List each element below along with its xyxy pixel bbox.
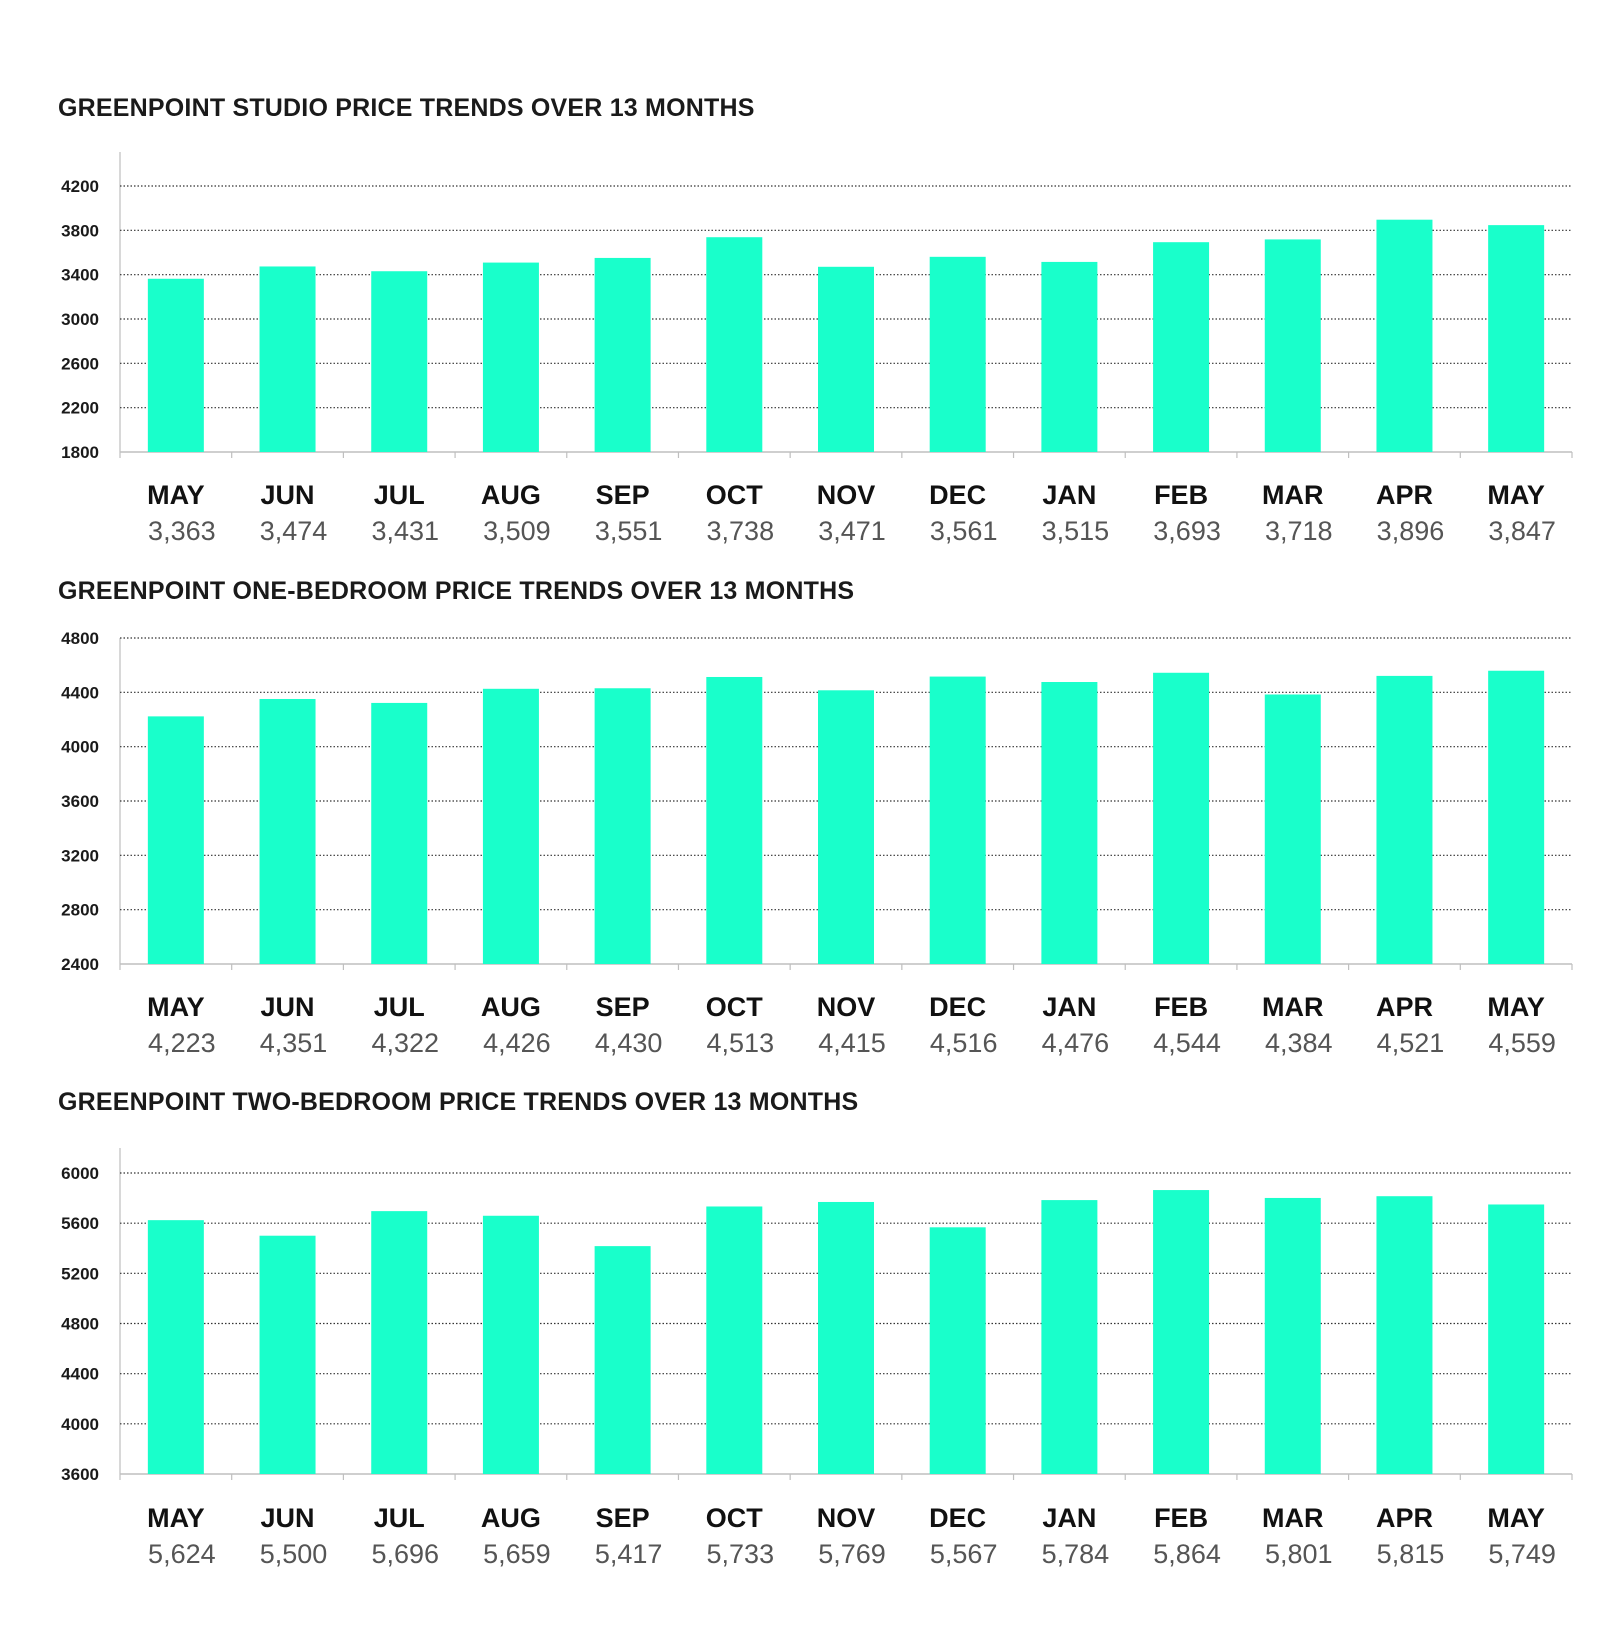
studio-value-label: 3,551 (594, 516, 663, 546)
studio-category-label: APR (1375, 480, 1433, 510)
one-bedroom-y-tick-label: 4400 (61, 683, 99, 703)
studio-value-label: 3,431 (371, 516, 440, 546)
two-bedroom-value-label: 5,659 (483, 1539, 551, 1569)
one-bedroom-category-label: JUL (373, 992, 425, 1022)
studio-value-label: 3,515 (1041, 516, 1110, 546)
two-bedroom-value-label: 5,624 (148, 1539, 216, 1569)
studio-y-tick-label: 3000 (61, 310, 99, 329)
two-bedroom-category-label: SEP (595, 1503, 650, 1533)
studio-category-label: JUL (373, 480, 425, 510)
studio-value-label: 3,363 (148, 516, 216, 546)
one-bedroom-category-label: JAN (1042, 992, 1097, 1022)
one-bedroom-y-tick-label: 3600 (61, 792, 99, 811)
studio-value-label: 3,738 (706, 516, 775, 546)
two-bedroom-category-label: JUN (260, 1503, 315, 1533)
two-bedroom-bar (483, 1216, 539, 1474)
two-bedroom-category-label: JAN (1042, 1503, 1097, 1533)
one-bedroom-category-label: FEB (1154, 992, 1209, 1022)
two-bedroom-bar (371, 1211, 427, 1474)
one-bedroom-value-label: 4,559 (1488, 1028, 1556, 1058)
two-bedroom-bar (1488, 1204, 1544, 1474)
two-bedroom-bar (818, 1202, 874, 1474)
two-bedroom-value-label: 5,733 (706, 1539, 775, 1569)
studio-value-label: 3,718 (1264, 516, 1333, 546)
studio-y-tick-label: 2600 (61, 354, 99, 374)
studio-value-label: 3,693 (1153, 516, 1221, 546)
studio-value-label: 3,509 (483, 516, 551, 546)
one-bedroom-category-label: JUN (260, 992, 315, 1022)
two-bedroom-bar (260, 1236, 316, 1474)
studio-category-label: MAY (147, 480, 205, 510)
two-bedroom-bar (1041, 1200, 1097, 1474)
one-bedroom-value-label: 4,521 (1376, 1028, 1445, 1058)
one-bedroom-category-label: MAY (147, 992, 205, 1022)
one-bedroom-value-label: 4,415 (818, 1028, 886, 1058)
studio-y-tick-label: 2200 (61, 398, 99, 418)
one-bedroom-chart-title: GREENPOINT ONE-BEDROOM PRICE TRENDS OVER 13 MONTHS (58, 577, 855, 605)
studio-value-label: 3,896 (1376, 516, 1445, 546)
studio-category-label: SEP (595, 480, 650, 510)
studio-value-label: 3,561 (929, 516, 998, 546)
studio-category-label: OCT (705, 480, 763, 510)
two-bedroom-value-label: 5,801 (1264, 1539, 1333, 1569)
studio-value-label: 3,474 (259, 516, 328, 546)
two-bedroom-category-label: OCT (705, 1503, 763, 1533)
one-bedroom-category-label: AUG (480, 992, 541, 1022)
two-bedroom-y-tick-label: 4000 (61, 1414, 99, 1434)
studio-value-label: 3,847 (1488, 516, 1556, 546)
two-bedroom-category-label: APR (1375, 1503, 1433, 1533)
two-bedroom-y-tick-label: 3600 (61, 1465, 99, 1484)
two-bedroom-y-tick-label: 4400 (61, 1364, 99, 1384)
two-bedroom-bar (930, 1227, 986, 1474)
studio-category-label: JAN (1042, 480, 1097, 510)
two-bedroom-bar (1153, 1190, 1209, 1474)
one-bedroom-value-label: 4,426 (483, 1028, 551, 1058)
one-bedroom-y-tick-label: 2400 (61, 955, 99, 974)
one-bedroom-value-label: 4,430 (594, 1028, 663, 1058)
two-bedroom-bar (706, 1206, 762, 1474)
two-bedroom-y-tick-label: 5600 (61, 1214, 99, 1234)
studio-category-label: DEC (929, 480, 987, 510)
two-bedroom-y-tick-label: 6000 (61, 1164, 99, 1183)
two-bedroom-category-label: AUG (480, 1503, 541, 1533)
two-bedroom-category-label: DEC (929, 1503, 987, 1533)
two-bedroom-category-label: NOV (816, 1503, 876, 1533)
two-bedroom-bar (1376, 1196, 1432, 1474)
two-bedroom-value-label: 5,417 (594, 1539, 663, 1569)
two-bedroom-value-label: 5,769 (818, 1539, 886, 1569)
two-bedroom-value-label: 5,696 (371, 1539, 440, 1569)
studio-category-label: FEB (1154, 480, 1209, 510)
one-bedroom-value-label: 4,513 (706, 1028, 775, 1058)
studio-category-label: AUG (480, 480, 541, 510)
studio-y-tick-label: 3800 (61, 221, 99, 241)
studio-category-label: MAY (1487, 480, 1545, 510)
two-bedroom-value-label: 5,864 (1153, 1539, 1221, 1569)
two-bedroom-category-label: MAY (1487, 1503, 1545, 1533)
one-bedroom-value-label: 4,322 (371, 1028, 440, 1058)
one-bedroom-category-label: SEP (595, 992, 650, 1022)
studio-category-label: JUN (260, 480, 315, 510)
two-bedroom-chart-title: GREENPOINT TWO-BEDROOM PRICE TRENDS OVER 13 MONTHS (58, 1088, 859, 1116)
two-bedroom-y-tick-label: 5200 (61, 1264, 99, 1284)
studio-category-label: NOV (816, 480, 876, 510)
two-bedroom-y-tick-label: 4800 (61, 1314, 99, 1334)
one-bedroom-category-label: APR (1375, 992, 1433, 1022)
one-bedroom-category-label: OCT (705, 992, 763, 1022)
two-bedroom-bar (595, 1246, 651, 1474)
one-bedroom-value-label: 4,516 (929, 1028, 998, 1058)
two-bedroom-value-label: 5,815 (1376, 1539, 1445, 1569)
one-bedroom-category-label: MAR (1262, 992, 1324, 1022)
one-bedroom-value-label: 4,351 (259, 1028, 328, 1058)
two-bedroom-bar (148, 1220, 204, 1474)
two-bedroom-value-label: 5,784 (1041, 1539, 1110, 1569)
two-bedroom-value-label: 5,567 (929, 1539, 998, 1569)
one-bedroom-category-label: MAY (1487, 992, 1545, 1022)
one-bedroom-category-label: DEC (929, 992, 987, 1022)
two-bedroom-bar (1265, 1198, 1321, 1474)
one-bedroom-y-tick-label: 2800 (61, 900, 99, 920)
one-bedroom-y-tick-label: 3200 (61, 846, 99, 866)
one-bedroom-value-label: 4,476 (1041, 1028, 1110, 1058)
two-bedroom-category-label: MAY (147, 1503, 205, 1533)
two-bedroom-category-label: JUL (373, 1503, 425, 1533)
studio-y-tick-label: 3400 (61, 265, 99, 285)
two-bedroom-value-label: 5,500 (259, 1539, 328, 1569)
two-bedroom-value-label: 5,749 (1488, 1539, 1556, 1569)
one-bedroom-value-label: 4,384 (1264, 1028, 1333, 1058)
studio-category-label: MAR (1262, 480, 1324, 510)
studio-y-tick-label: 4200 (61, 177, 99, 196)
studio-chart-title: GREENPOINT STUDIO PRICE TRENDS OVER 13 MONTHS (58, 94, 755, 122)
studio-value-label: 3,471 (818, 516, 886, 546)
one-bedroom-y-tick-label: 4800 (61, 629, 99, 648)
one-bedroom-value-label: 4,223 (148, 1028, 216, 1058)
one-bedroom-y-tick-label: 4000 (61, 737, 99, 757)
studio-y-tick-label: 1800 (61, 443, 99, 462)
two-bedroom-category-label: FEB (1154, 1503, 1209, 1533)
one-bedroom-category-label: NOV (816, 992, 876, 1022)
one-bedroom-value-label: 4,544 (1153, 1028, 1221, 1058)
two-bedroom-category-label: MAR (1262, 1503, 1324, 1533)
